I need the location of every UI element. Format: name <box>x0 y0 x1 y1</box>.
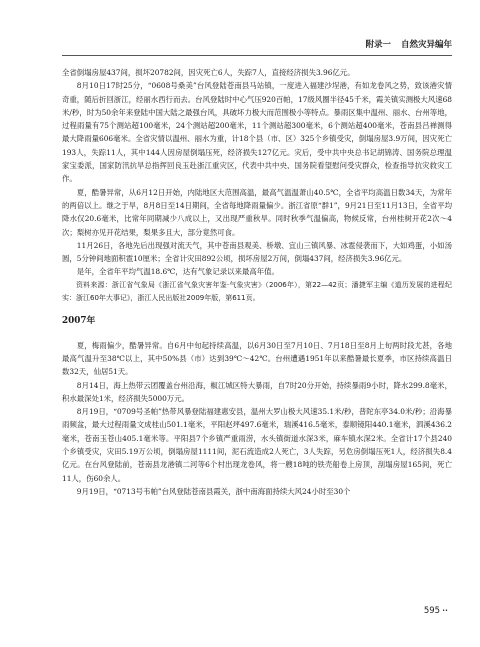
page-number-value: 595 <box>423 606 441 616</box>
folio-marks: •• <box>442 607 448 614</box>
paragraph-2007-4: 9月19日，“0713号韦帕”台风登陆苍南县霞关，浙中南海面持续大风24小时至30个 <box>76 486 351 496</box>
header-title: 自然灾异编年 <box>400 40 452 50</box>
paragraph-2006-1: 全省倒塌房屋437间，损坏20782间，因灾死亡6人，失踪7人，直接经济损失3.96亿元。 <box>62 68 355 77</box>
year-heading-2007: 2007年 <box>62 316 96 327</box>
header-section: 附录一 <box>365 40 391 50</box>
body-text <box>62 66 452 498</box>
paragraph-2006-3: 夏，酷暑异常，从6月12日开始，内陆地区大范围高温，最高气温温萧山40.5℃，全省平均高温日数34天，为常年的两倍以上。继之于旱，8月8日至14日期间，全省每地降雨量偏少。浙江省原“群1”，9月21日至11月13日，全省平均降水仅20.6毫米，比常年同期减少八成以上，又出现严重秋旱。同时秋季气温偏高，物候反常，台州桂树开花2次～4次；梨树亦见开花结果，梨果多且大，部分竟然可食。 <box>62 187 452 237</box>
paragraph-2007-2: 8月14日，海上热带云团覆盖台州沿海，椒江城区特大暴雨，自7时20分开始，持续暴雨9小时，降水299.8毫米，积水最深处1米，经济损失5000万元。 <box>62 380 452 403</box>
header-rule <box>62 55 452 56</box>
source-note: 资料来源：浙江省气象局《浙江省气象灾害年鉴·气象灾害》（2006年），第22—42页；潘捷军主编《道历发展的进程纪实：浙江60年大事记》，浙江人民出版社2009年版，第611页。 <box>62 280 452 303</box>
paragraph-2006-2: 8月10日17时25分，“0608号桑美”台风登陆苍南县马站镇，一度进入福建沙埕港，有如龙卷风之势，致该港灾情奇重，随后折回浙江，经丽水西行而去。台风登陆时中心气压920百帕，17级风圈半径45千米，霞关镇实测极大风速68米/秒，时为50余年来登陆中国大陆之最强台风，具破坏力极大而范围极小等特点。暴雨区集中温州、丽水、台州等地，过程雨量有75个测站超100毫米，24个测站超200毫米，11个测站超300毫米，6个测站超400毫米，苍南县吕禅测得最大降雨量606毫米。全省灾情以温州、丽水为重，计18个县（市、区）325个乡镇受灾，倒塌房屋3.9万间，因灾死亡193人，失踪11人，其中144人因房屋倒塌压死，经济损失127亿元。灾后，受中共中央总书记胡锦涛、国务院总理温家宝委派，国家防汛抗旱总指挥回良玉赴浙江重灾区，代表中共中央、国务院看望慰问受灾群众，检查指导抗灾救灾工作。 <box>62 81 452 184</box>
paragraph-2006-4: 11月26日，各地先后出现强对流天气，其中苍南县观美、桥墩、宜山三镇风暴、冰雹侵袭而下，大如鸡蛋，小如汤圆，5分钟间地面积雹10厘米；全省计灾田892公顷，损坏房屋2万间，倒塌437间，经济损失3.96亿元。 <box>62 240 452 264</box>
paragraph-2006-5: 是年，全省年平均气温18.6℃，达有气象记录以来最高年值。 <box>76 267 279 277</box>
page-number <box>424 606 448 616</box>
running-header <box>0 38 452 54</box>
paragraph-2007-3: 8月19日，“0709号圣帕”热带风暴登陆福建惠安县，温州大罗山极大风速35.1米/秒，普陀东亭34.0米/秒；沿海暴雨频盆，最大过程雨量文成桂山501.1毫米，平阳赵坪497.6毫米，瑞溪416.5毫米，泰顺镜阳440.1毫米，泗溪436.2毫米，苍南玉苍山405.1毫米等。平阳县7个乡镇严重雨涝，水头镇街道水深3米，麻车镇水深2米。全省计17个县240个乡镇受灾，灾田5.19万公顷，倒塌房屋1111间，泥石流造成2人死亡，3人失踪，另危房倒塌压死1人，经济损失8.4亿元。在台风登陆前，苍南县龙港镇二河等6个村出现龙卷风，将一艘18吨的铁壳船卷上房顶，刮塌房屋165间，死亡11人，伤60余人。 <box>62 407 452 483</box>
paragraph-2007-1: 夏，梅雨偏少，酷暑异常。自6月中旬起持续高温，以6月30日至7月10日、7月18日至8月上旬两时段尤甚，各地最高气温升至38℃以上，其中50%县（市）达到39℃～42℃。台州遭遇1951年以来酷暑最长夏季，市区持续高温日数32天，仙居51天。 <box>62 340 452 377</box>
